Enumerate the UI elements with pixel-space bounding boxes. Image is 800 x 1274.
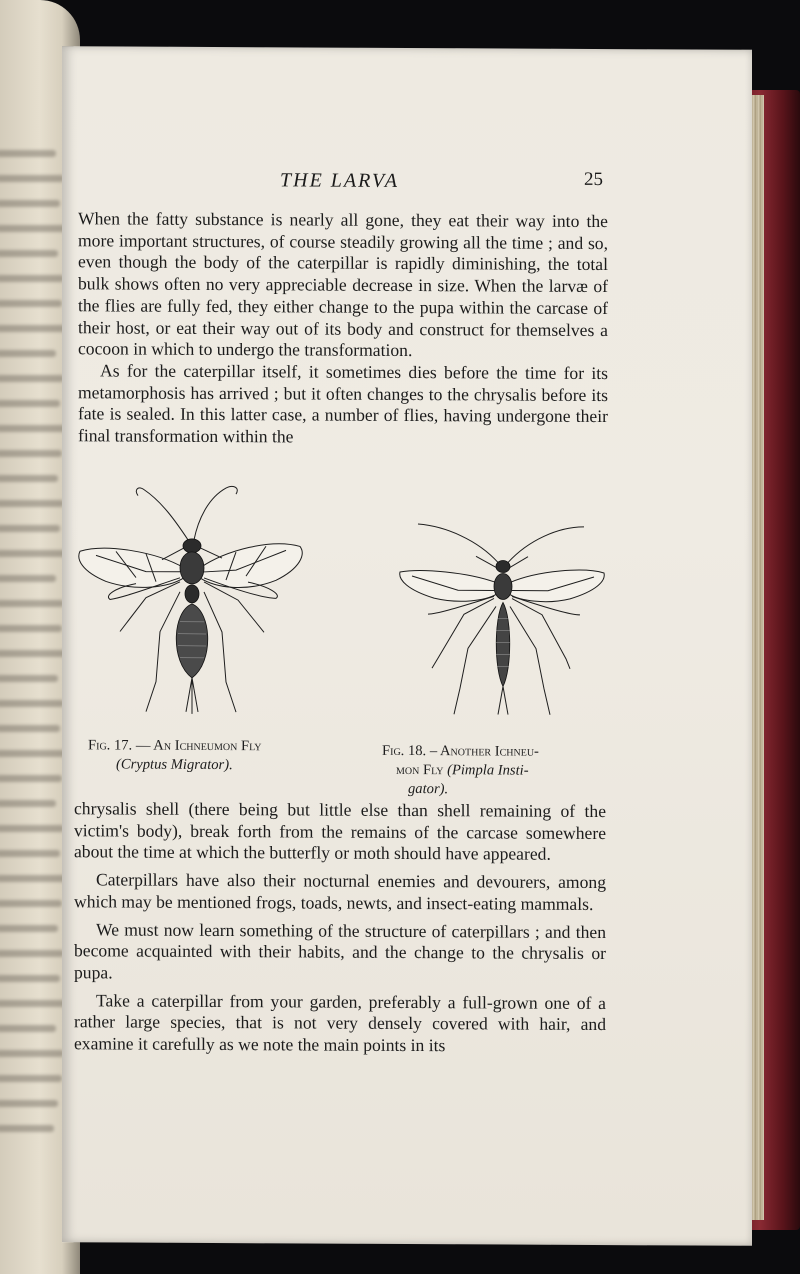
paragraph: chrysalis shell (there being but little else than shell remaining of the victim's body), break forth from the remains of the carcase somewhere about the time at which the butterfly or moth should have appeared. [74, 798, 606, 865]
body-text-top [78, 208, 608, 450]
figure-17-title: — An Ichneumon Fly [135, 737, 262, 755]
figure-18-caption [382, 742, 622, 800]
paragraph: We must now learn something of the structure of caterpillars ; and then become acquainted with their habits, and the change to the chrysalis or pupa. [74, 918, 606, 983]
figure-18-ichneumon-illustration [398, 518, 608, 719]
figure-18-title-line2: mon Fly [396, 761, 444, 779]
paragraph: Caterpillars have also their nocturnal enemies and devourers, among which may be mentioned frogs, toads, newts, and insect-eating mammals. [74, 869, 606, 914]
figure-18-species: (Pimpla Insti- [447, 762, 529, 779]
book-page [62, 46, 752, 1246]
figure-17-ichneumon-illustration [76, 481, 306, 722]
paragraph: Take a caterpillar from your garden, preferably a full-grown one of a rather large species, that is not very densely covered with hair, and examine it carefully as we note the main points in its [74, 989, 606, 1056]
page-number: 25 [584, 168, 603, 191]
figure-18-title: – Another Ichneu- [429, 743, 539, 760]
figure-18-number: Fig. 18. [382, 742, 427, 760]
running-title: THE LARVA [280, 169, 399, 192]
paragraph: As for the caterpillar itself, it sometimes dies before the time for its metamorphosis has arrived ; but it often changes to the chrysalis before its fate is sealed. In this latter case, a number of flies, having undergone their final transformation within the [78, 360, 608, 447]
figure-17-species: (Cryptus Migrator). [116, 756, 233, 774]
figure-17-number: Fig. 17. [88, 737, 133, 754]
body-text-bottom [74, 798, 606, 1058]
paragraph: When the fatty substance is nearly all gone, they eat their way into the more important structures, of course steadily growing all the time ; and so, even though the body of the caterpillar is rapidly diminishing, the total bulk shows often no very appreciable decrease in size. When the larvæ of the flies are fully fed, they either change to the pupa within the carcase of their host, or eat their way out of its body and construct for themselves a cocoon in which to undergo the transformation. [78, 208, 608, 361]
figure-18-species-line2: gator). [408, 781, 449, 798]
figure-17-caption [88, 736, 348, 775]
